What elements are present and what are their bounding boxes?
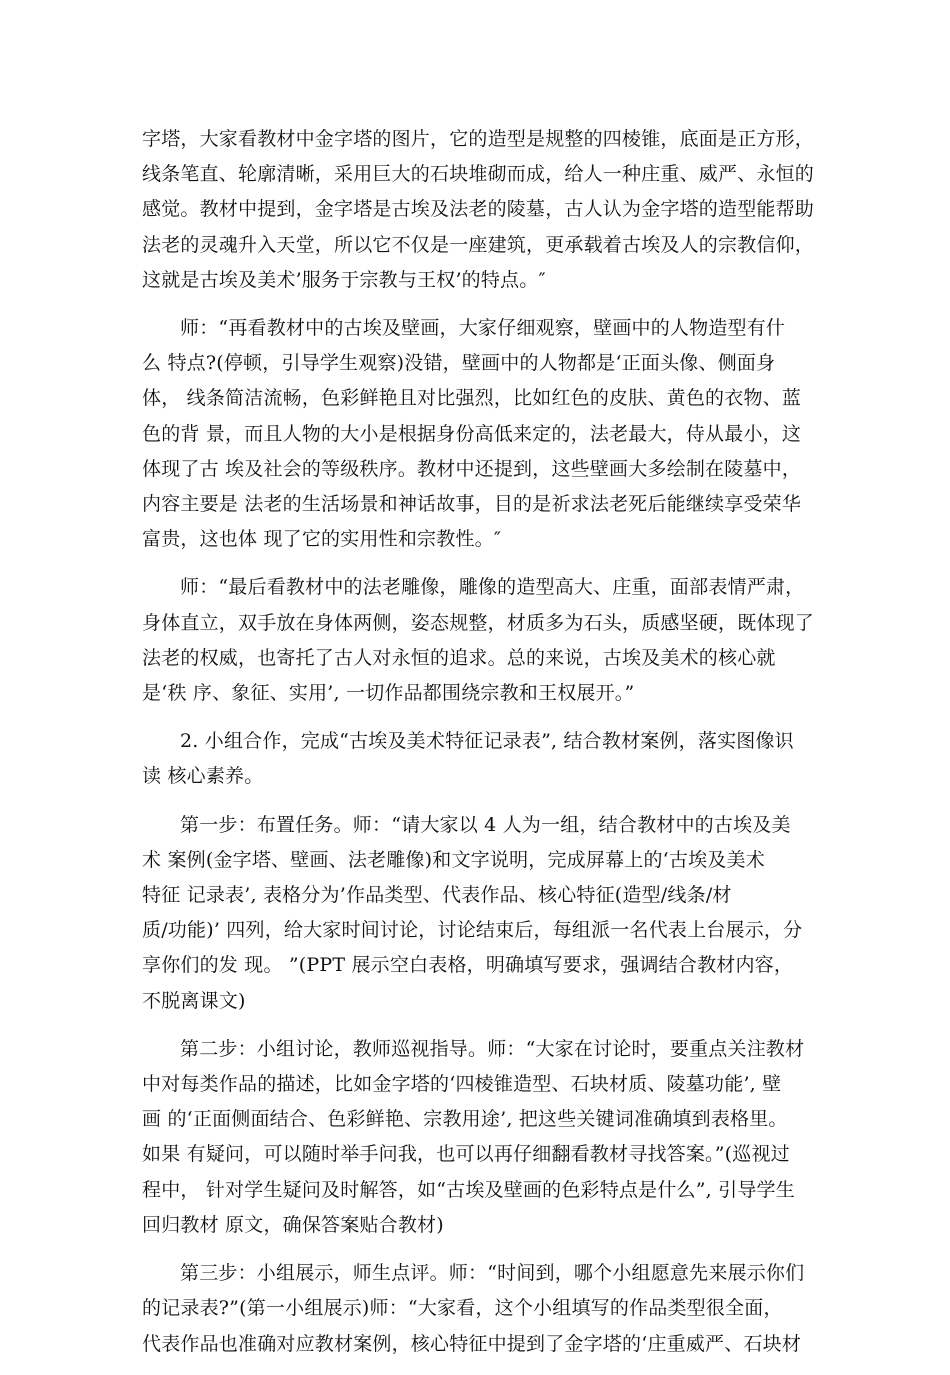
text-line: 感觉。教材中提到，金字塔是古埃及法老的陵墓，古人认为金字塔的造型能帮助 — [142, 198, 815, 221]
text-line: 2. 小组合作，完成“古埃及美术特征记录表”, 结合教材案例，落实图像识 — [180, 730, 794, 753]
text-line: 法老的灵魂升入天堂，所以它不仅是一座建筑，更承载着古埃及人的宗教信仰， — [142, 233, 815, 256]
text-line: 内容主要是 法老的生活场景和神话故事，目的是祈求法老死后能继续享受荣华 — [142, 493, 802, 516]
text-line: 这就是古埃及美术’服务于宗教与王权’的特点。″ — [142, 268, 546, 291]
paragraph-pyramid-conclusion — [142, 122, 815, 298]
paragraph-step-one — [142, 808, 810, 1019]
text-line: 术 案例(金字塔、壁画、法老雕像)和文字说明，完成屏幕上的‘古埃及美术 — [142, 848, 765, 871]
text-line: 是‘秩 序、象征、实用’, 一切作品都围绕宗教和王权展开。” — [142, 682, 635, 705]
text-line: 第一步：布置任务。师：“请大家以 4 人为一组，结合教材中的古埃及美 — [180, 813, 791, 836]
text-line: 代表作品也准确对应教材案例，核心特征中提到了金字塔的‘庄重威严、石块材 — [142, 1332, 802, 1355]
paragraph-group-task-heading — [142, 724, 810, 794]
text-line: 第二步：小组讨论，教师巡视指导。师：“大家在讨论时，要重点关注教材 — [180, 1037, 805, 1060]
text-line: 么 特点?(停顿，引导学生观察)没错，壁画中的人物都是‘正面头像、侧面身 — [142, 352, 776, 375]
text-line: 的记录表?”(第一小组展示)师：“大家看，这个小组填写的作品类型很全面， — [142, 1297, 783, 1320]
text-line: 质/功能)’ 四列，给大家时间讨论，讨论结束后，每组派一名代表上台展示，分 — [142, 919, 803, 942]
paragraph-mural — [142, 311, 810, 557]
text-line: 富贵，这也体 现了它的实用性和宗教性。″ — [142, 528, 502, 551]
text-line: 如果 有疑问，可以随时举手问我，也可以再仔细翻看教材寻找答案。”(巡视过 — [142, 1143, 790, 1166]
text-line: 师：“再看教材中的古埃及壁画，大家仔细观察，壁画中的人物造型有什 — [180, 317, 786, 340]
document-page — [142, 122, 815, 1375]
paragraph-step-two — [142, 1032, 810, 1243]
text-line: 线条笔直、轮廓清晰，采用巨大的石块堆砌而成，给人一种庄重、威严、永恒的 — [142, 163, 815, 186]
text-line: 读 核心素养。 — [142, 765, 264, 788]
text-line: 字塔，大家看教材中金字塔的图片，它的造型是规整的四棱锥，底面是正方形， — [142, 128, 815, 150]
text-line: 第三步：小组展示，师生点评。师：“时间到，哪个小组愿意先来展示你们 — [180, 1262, 805, 1285]
text-line: 身体直立，双手放在身体两侧，姿态规整，材质多为石头，质感坚硬，既体现了 — [142, 611, 815, 634]
text-line: 中对每类作品的描述，比如金字塔的‘四棱锥造型、石块材质、陵墓功能’, 壁 — [142, 1073, 782, 1096]
text-line: 画 的‘正面侧面结合、色彩鲜艳、宗教用途’, 把这些关键词准确填到表格里。 — [142, 1108, 788, 1131]
text-line: 体， 线条简洁流畅，色彩鲜艳且对比强烈，比如红色的皮肤、黄色的衣物、蓝 — [142, 387, 802, 410]
text-line: 师：“最后看教材中的法老雕像，雕像的造型高大、庄重，面部表情严肃， — [180, 576, 805, 599]
text-line: 法老的权威，也寄托了古人对永恒的追求。总的来说，古埃及美术的核心就 — [142, 646, 776, 669]
text-line: 不脱离课文) — [142, 989, 246, 1012]
text-line: 体现了古 埃及社会的等级秩序。教材中还提到，这些壁画大多绘制在陵墓中， — [142, 457, 802, 480]
text-line: 特征 记录表’, 表格分为’作品类型、代表作品、核心特征(造型/线条/材 — [142, 884, 732, 907]
paragraph-step-three — [142, 1256, 810, 1362]
paragraph-pharaoh-statue — [142, 570, 815, 711]
text-line: 程中， 针对学生疑问及时解答，如“古埃及壁画的色彩特点是什么”, 引导学生 — [142, 1178, 795, 1201]
text-line: 色的背 景，而且人物的大小是根据身份高低来定的，法老最大，侍从最小，这 — [142, 422, 802, 445]
text-line: 享你们的发 现。 ”(PPT 展示空白表格，明确填写要求，强调结合教材内容， — [142, 954, 794, 977]
text-line: 回归教材 原文，确保答案贴合教材) — [142, 1213, 444, 1236]
